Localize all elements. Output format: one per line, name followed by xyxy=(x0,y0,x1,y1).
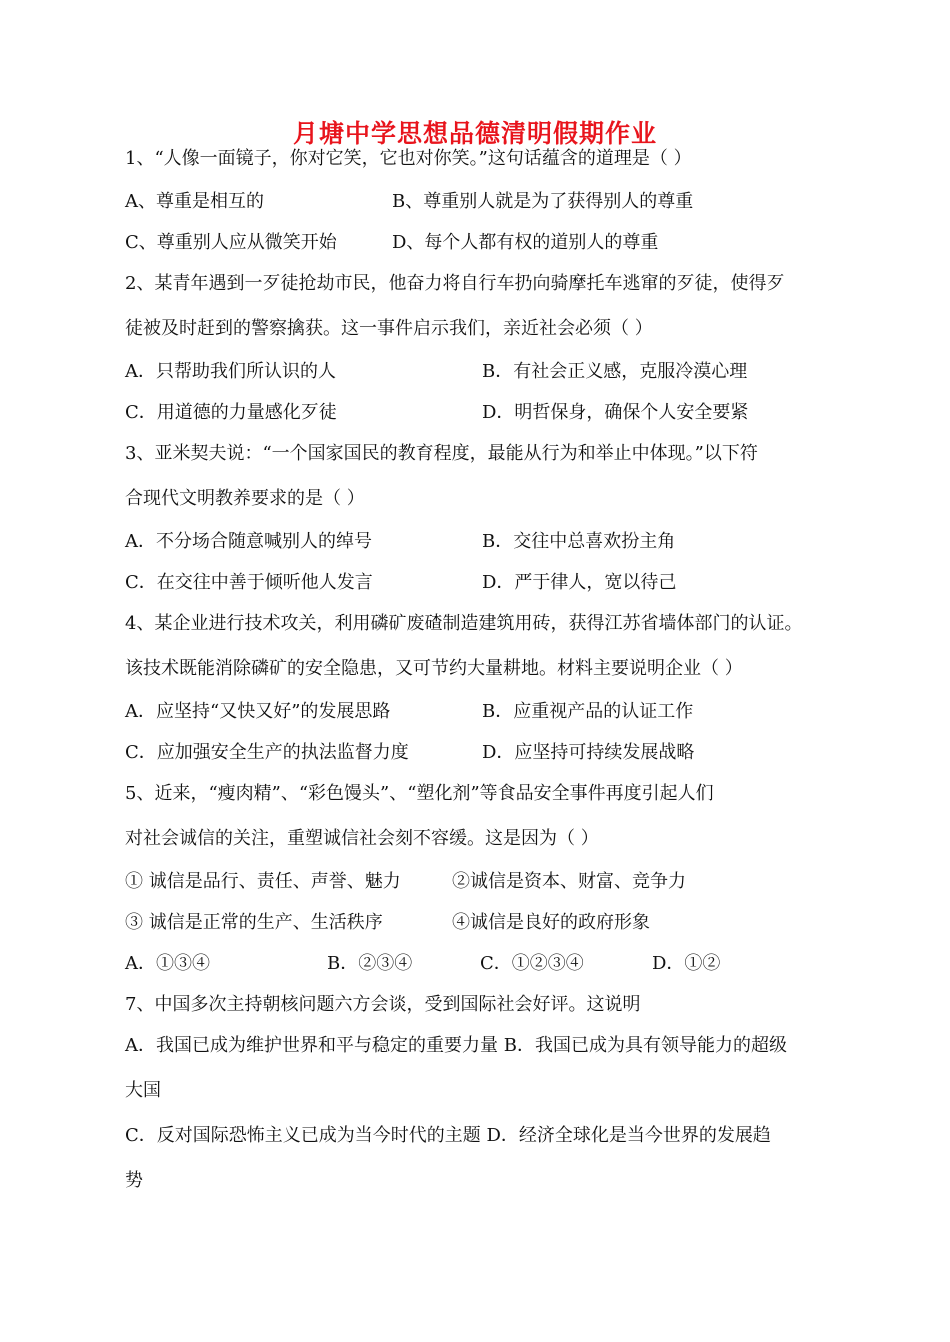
question-4-stem-line2: 该技术既能消除磷矿的安全隐患，又可节约大量耕地。材料主要说明企业（ ） xyxy=(125,658,743,679)
q5-statement-1: ① 诚信是品行、责任、声誉、魅力 xyxy=(125,871,401,892)
q7-options-line2: 大国 xyxy=(125,1080,161,1101)
q5-choice-a: A．①③④ xyxy=(125,953,210,974)
q2-option-b: B．有社会正义感，克服冷漠心理 xyxy=(482,361,748,382)
q2-option-a: A．只帮助我们所认识的人 xyxy=(125,361,336,382)
q3-option-a: A．不分场合随意喊别人的绰号 xyxy=(125,531,372,552)
q5-choice-c: C．①②③④ xyxy=(480,953,584,974)
question-2-stem-line1: 2、某青年遇到一歹徒抢劫市民，他奋力将自行车扔向骑摩托车逃窜的歹徒，使得歹 xyxy=(125,273,785,294)
q3-option-c: C．在交往中善于倾听他人发言 xyxy=(125,572,373,593)
q5-statement-3: ③ 诚信是正常的生产、生活秩序 xyxy=(125,912,383,933)
question-5-stem-line2: 对社会诚信的关注，重塑诚信社会刻不容缓。这是因为（ ） xyxy=(125,828,599,849)
question-2-stem-line2: 徒被及时赶到的警察擒获。这一事件启示我们，亲近社会必须（ ） xyxy=(125,318,653,339)
q7-options-line3: C．反对国际恐怖主义已成为当今时代的主题 D．经济全球化是当今世界的发展趋 xyxy=(125,1125,771,1146)
question-1-stem: 1、“人像一面镜子，你对它笑，它也对你笑。”这句话蕴含的道理是（ ） xyxy=(125,148,692,169)
q7-options-line1: A．我国已成为维护世界和平与稳定的重要力量 B．我国已成为具有领导能力的超级 xyxy=(125,1035,787,1056)
question-3-stem-line1: 3、亚米契夫说：“一个国家国民的教育程度，最能从行为和举止中体现。”以下符 xyxy=(125,443,758,464)
document-title: 月塘中学思想品德清明假期作业 xyxy=(292,119,657,148)
question-4-stem-line1: 4、某企业进行技术攻关，利用磷矿废碴制造建筑用砖，获得江苏省墙体部门的认证。 xyxy=(125,613,803,634)
q5-choice-d: D．①② xyxy=(652,953,721,974)
q4-option-d: D．应坚持可持续发展战略 xyxy=(482,742,695,763)
q5-choice-b: B．②③④ xyxy=(327,953,413,974)
question-5-stem-line1: 5、近来，“瘦肉精”、“彩色馒头”、“塑化剂”等食品安全事件再度引起人们 xyxy=(125,783,714,804)
q4-option-b: B．应重视产品的认证工作 xyxy=(482,701,694,722)
question-3-stem-line2: 合现代文明教养要求的是（ ） xyxy=(125,488,365,509)
q2-option-d: D．明哲保身，确保个人安全要紧 xyxy=(482,402,749,423)
q3-option-b: B．交往中总喜欢扮主角 xyxy=(482,531,676,552)
q4-option-c: C．应加强安全生产的执法监督力度 xyxy=(125,742,409,763)
q2-option-c: C．用道德的力量感化歹徒 xyxy=(125,402,337,423)
q7-options-line4: 势 xyxy=(125,1170,143,1191)
q1-option-c: C、尊重别人应从微笑开始 xyxy=(125,232,337,253)
q5-statement-2: ②诚信是资本、财富、竞争力 xyxy=(452,871,686,892)
q3-option-d: D．严于律人，宽以待己 xyxy=(482,572,677,593)
q4-option-a: A．应坚持“又快又好”的发展思路 xyxy=(125,701,391,722)
q1-option-d: D、每个人都有权的道别人的尊重 xyxy=(392,232,659,253)
q5-statement-4: ④诚信是良好的政府形象 xyxy=(452,912,650,933)
q1-option-b: B、尊重别人就是为了获得别人的尊重 xyxy=(392,191,694,212)
q1-option-a: A、尊重是相互的 xyxy=(125,191,264,212)
question-7-stem: 7、中国多次主持朝核问题六方会谈，受到国际社会好评。这说明 xyxy=(125,994,641,1015)
